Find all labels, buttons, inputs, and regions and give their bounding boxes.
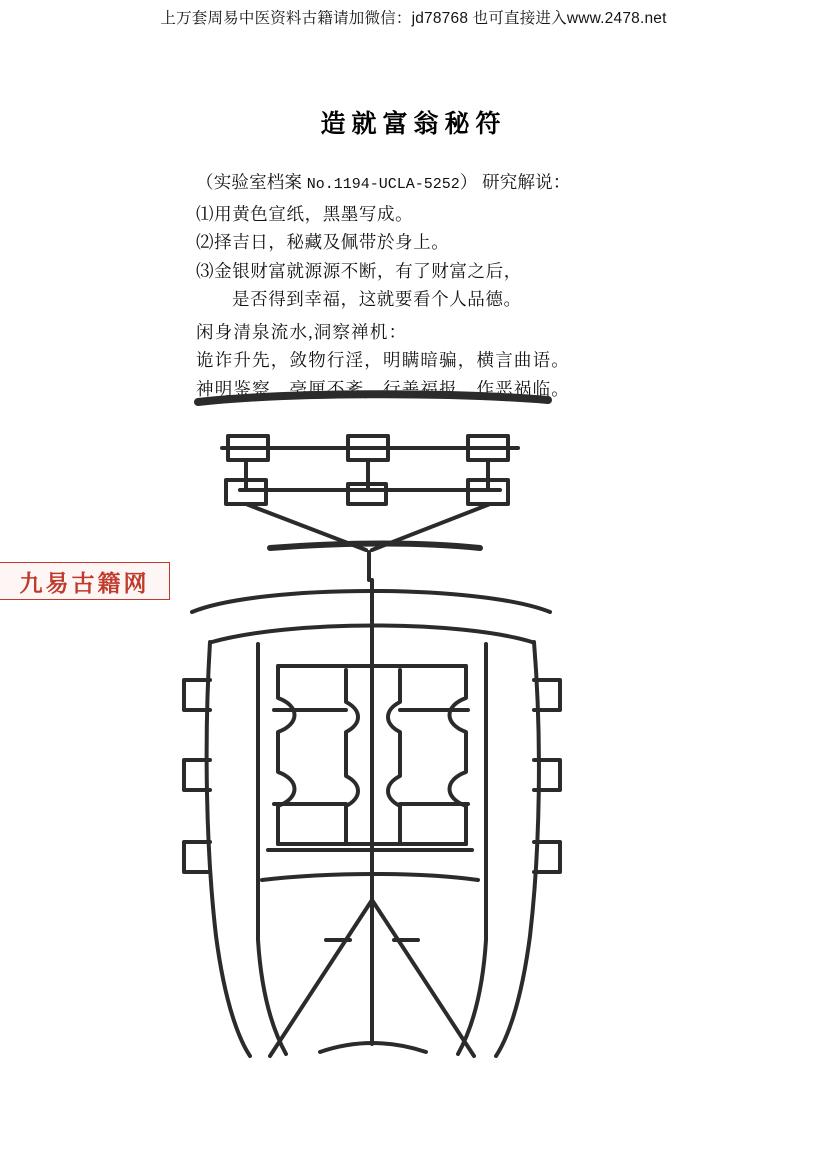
item-2: ⑵择吉日，秘藏及佩带於身上。 <box>196 232 450 252</box>
watermark-text: 九易古籍网 <box>19 570 150 596</box>
archive-prefix: （实验室档案 <box>196 172 307 192</box>
fu-talisman-drawing <box>150 380 690 1070</box>
page-title: 造就富翁秘符 <box>320 111 507 138</box>
archive-code: No.1194-UCLA-5252 <box>306 176 460 193</box>
archive-suffix: ） 研究解说： <box>459 172 571 192</box>
item-3-cont: 是否得到幸福，这就要看个人品德。 <box>232 289 522 309</box>
body-text-block <box>196 168 716 403</box>
item-3: ⑶金银财富就源源不断，有了财富之后， <box>196 260 522 281</box>
item-1: ⑴用黄色宣纸，黑墨写成。 <box>196 203 414 224</box>
archive-line <box>196 168 716 200</box>
watermark-badge <box>0 562 170 600</box>
verse-heading: 闲身清泉流水,洞察禅机： <box>196 321 408 342</box>
verse-line-1: 诡诈升先，敛物行淫，明瞒暗骗，横言曲语。 <box>196 350 570 370</box>
verse-line-2: 神明鉴察，亳厘不紊，行善福报，作恶祸临。 <box>196 378 570 399</box>
top-banner-text: 上万套周易中医资料古籍请加微信：jd78768 也可直接进入www.2478.net <box>160 10 667 27</box>
